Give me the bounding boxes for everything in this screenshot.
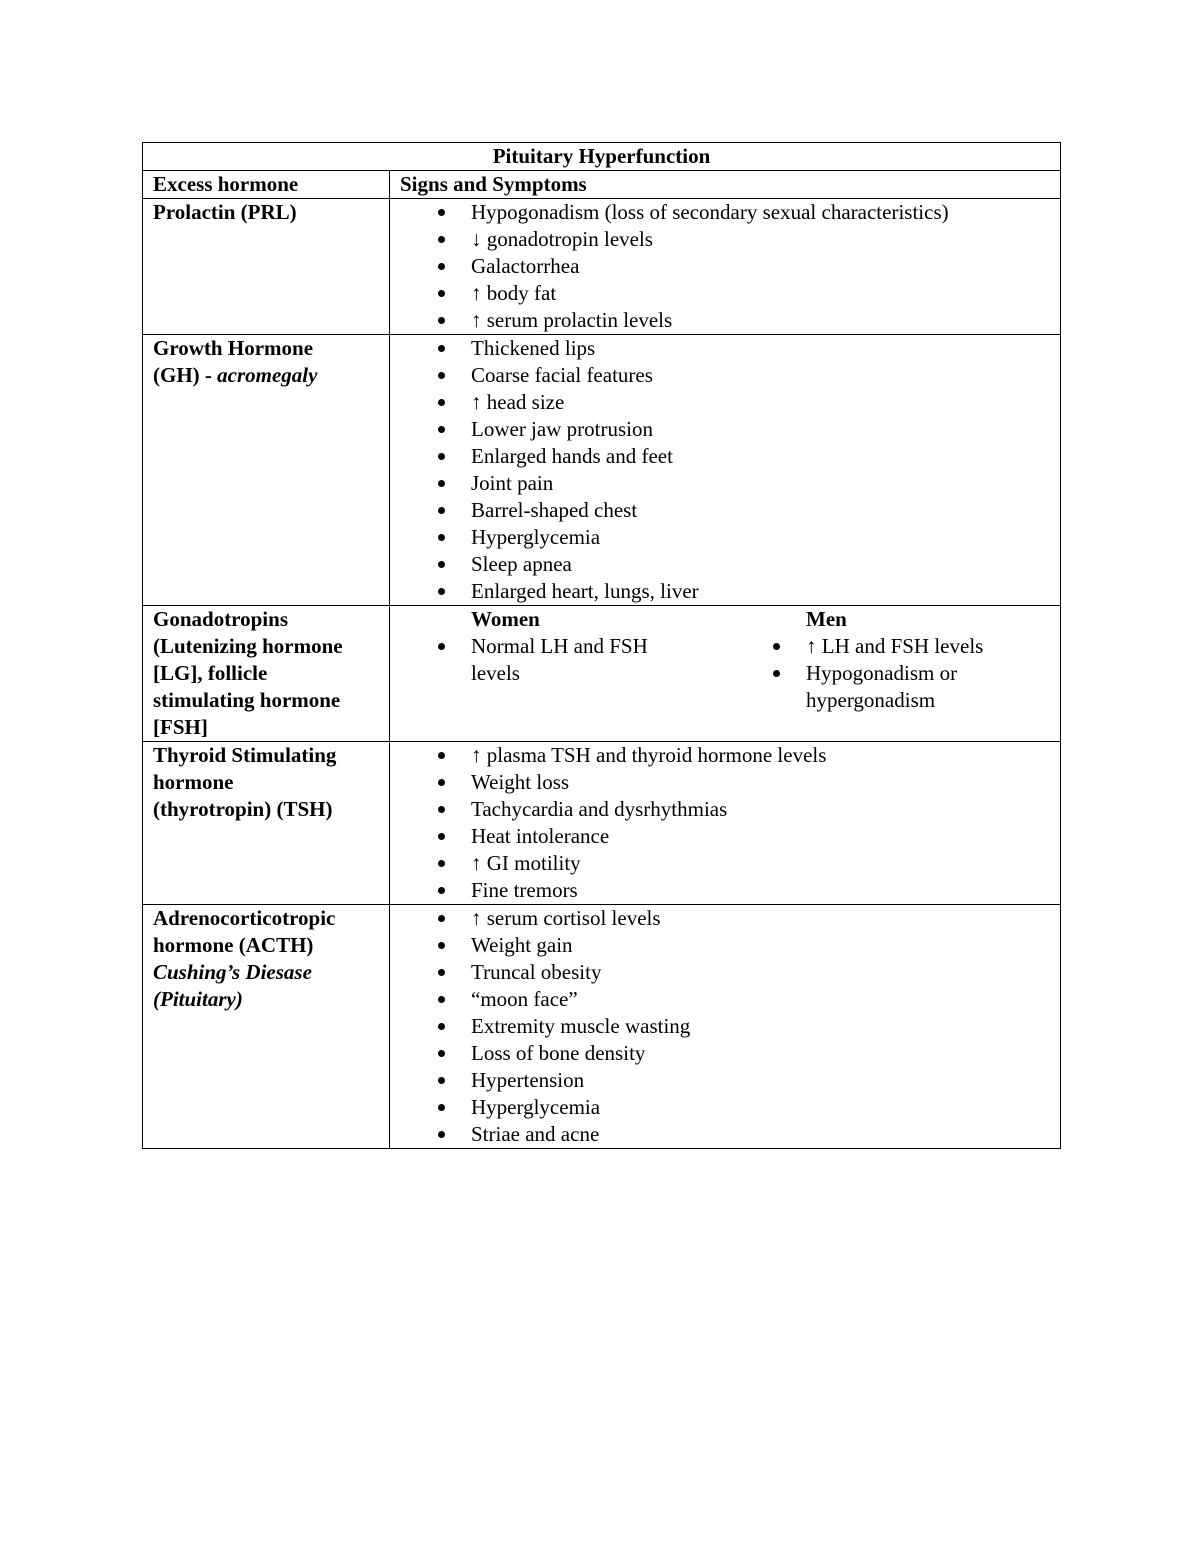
symptom-item: ↑ serum prolactin levels — [471, 307, 1060, 334]
hormone-name-text: hormone (ACTH) — [153, 933, 314, 957]
symptom-item: Lower jaw protrusion — [471, 416, 1060, 443]
symptom-item: Sleep apnea — [471, 551, 1060, 578]
hormone-name-line — [153, 335, 389, 362]
table-row — [143, 742, 1061, 905]
table-row — [143, 335, 1061, 606]
hormone-name-text: hormone — [153, 770, 234, 794]
table-title: Pituitary Hyperfunction — [143, 143, 1061, 171]
hormone-name-text: (thyrotropin) (TSH) — [153, 797, 333, 821]
symptom-item: ↑ body fat — [471, 280, 1060, 307]
hormone-name-line — [153, 660, 389, 687]
hormone-name-text: [LG], follicle — [153, 661, 268, 685]
symptom-item: Extremity muscle wasting — [471, 1013, 1060, 1040]
symptom-item: Hypogonadism or hypergonadism — [806, 660, 1006, 714]
hormone-name-text: Cushing’s Diesase — [153, 960, 312, 984]
symptom-item: ↑ head size — [471, 389, 1060, 416]
symptom-item: Thickened lips — [471, 335, 1060, 362]
header-signs-and-symptoms: Signs and Symptoms — [390, 171, 1061, 199]
hormone-name-text: stimulating hormone — [153, 688, 341, 712]
hormone-name-text: Adrenocorticotropic — [153, 906, 336, 930]
symptom-item: Striae and acne — [471, 1121, 1060, 1148]
hormone-name-line — [153, 986, 389, 1013]
symptom-item: “moon face” — [471, 986, 1060, 1013]
symptom-list — [735, 633, 1035, 714]
symptoms-cell — [390, 335, 1061, 606]
symptoms-cell — [390, 606, 1061, 742]
table-row — [143, 606, 1061, 742]
hormone-name-line — [153, 714, 389, 741]
table-title-row — [143, 143, 1061, 171]
symptom-list — [400, 633, 735, 687]
symptom-list — [400, 905, 1060, 1148]
hormone-cell — [143, 742, 390, 905]
hormone-name-line — [153, 932, 389, 959]
women-column — [400, 606, 735, 714]
symptom-item: ↑ LH and FSH levels — [806, 633, 1006, 660]
symptom-item: ↓ gonadotropin levels — [471, 226, 1060, 253]
symptom-item: Hypogonadism (loss of secondary sexual characteristics) — [471, 199, 1060, 226]
symptom-item: Weight gain — [471, 932, 1060, 959]
women-header: Women — [471, 607, 540, 631]
symptom-list — [400, 335, 1060, 605]
hormone-name-line — [153, 796, 389, 823]
hormone-name-line — [153, 905, 389, 932]
symptoms-cell — [390, 199, 1061, 335]
hormone-name-text: Prolactin (PRL) — [153, 200, 297, 224]
table-row — [143, 905, 1061, 1149]
hormone-name-line — [153, 687, 389, 714]
hormone-name-text: [FSH] — [153, 715, 208, 739]
pituitary-hyperfunction-table — [142, 142, 1061, 1149]
hormone-name-line — [153, 199, 389, 226]
men-column — [735, 606, 1035, 714]
symptom-item: Normal LH and FSH levels — [471, 633, 681, 687]
hormone-name-text: Growth Hormone — [153, 336, 314, 360]
symptom-item: Weight loss — [471, 769, 1060, 796]
symptom-item: Heat intolerance — [471, 823, 1060, 850]
symptom-item: Truncal obesity — [471, 959, 1060, 986]
symptom-item: Loss of bone density — [471, 1040, 1060, 1067]
header-excess-hormone: Excess hormone — [143, 171, 390, 199]
symptom-item: Fine tremors — [471, 877, 1060, 904]
symptom-item: Enlarged hands and feet — [471, 443, 1060, 470]
hormone-name-line — [153, 362, 389, 389]
symptom-item: Barrel-shaped chest — [471, 497, 1060, 524]
symptom-item: ↑ plasma TSH and thyroid hormone levels — [471, 742, 1060, 769]
hormone-name-line — [153, 742, 389, 769]
table-header-row — [143, 171, 1061, 199]
hormone-name-text: (Lutenizing hormone — [153, 634, 343, 658]
symptom-item: ↑ serum cortisol levels — [471, 905, 1060, 932]
hormone-cell — [143, 199, 390, 335]
hormone-cell — [143, 905, 390, 1149]
symptom-list — [400, 199, 1060, 334]
hormone-name-text: (GH) - — [153, 363, 218, 387]
hormone-name-line — [153, 959, 389, 986]
hormone-name-line — [153, 606, 389, 633]
symptom-item: Tachycardia and dysrhythmias — [471, 796, 1060, 823]
symptom-item: Hypertension — [471, 1067, 1060, 1094]
symptoms-cell — [390, 742, 1061, 905]
hormone-name-line — [153, 769, 389, 796]
hormone-name-text: (Pituitary) — [153, 987, 243, 1011]
symptom-list — [400, 742, 1060, 904]
symptom-item: Hyperglycemia — [471, 1094, 1060, 1121]
hormone-name-text: Gonadotropins — [153, 607, 288, 631]
symptom-item: Coarse facial features — [471, 362, 1060, 389]
hormone-name-text: Thyroid Stimulating — [153, 743, 337, 767]
hormone-name-line — [153, 633, 389, 660]
hormone-cell — [143, 606, 390, 742]
symptoms-cell — [390, 905, 1061, 1149]
symptom-item: Hyperglycemia — [471, 524, 1060, 551]
symptom-item: Enlarged heart, lungs, liver — [471, 578, 1060, 605]
condition-name: acromegaly — [217, 363, 318, 387]
sex-split — [400, 606, 1060, 714]
symptom-item: Galactorrhea — [471, 253, 1060, 280]
hormone-cell — [143, 335, 390, 606]
symptom-item: Joint pain — [471, 470, 1060, 497]
symptom-item: ↑ GI motility — [471, 850, 1060, 877]
table-row — [143, 199, 1061, 335]
men-header: Men — [806, 607, 847, 631]
